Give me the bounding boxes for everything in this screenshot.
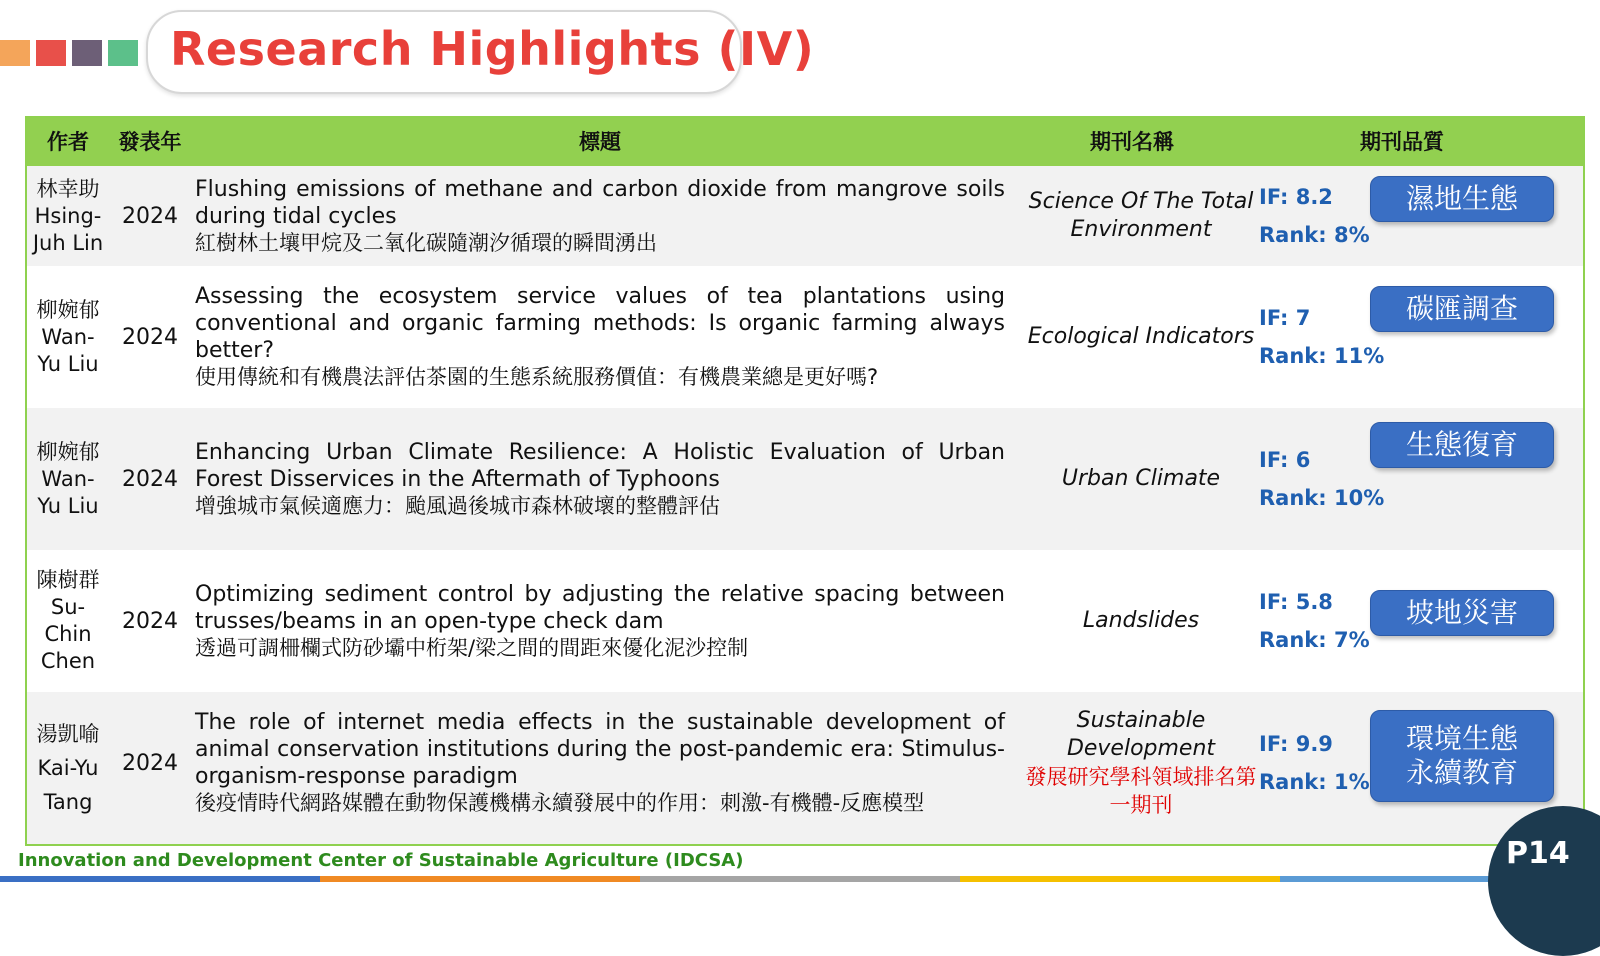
journal-rank: Rank: 1% [1259, 770, 1370, 794]
title-cell [195, 692, 1005, 834]
page-number: P14 [1506, 836, 1570, 871]
organization-name: Innovation and Development Center of Sustainable Agriculture (IDCSA) [18, 850, 744, 871]
author-cell [27, 550, 109, 692]
title-zh: 紅樹林土壤甲烷及二氧化碳隨潮汐循環的瞬間湧出 [195, 230, 657, 255]
author-name-zh: 陳樹群 [36, 568, 100, 592]
title-en: Assessing the ecosystem service values of tea plantations using conventional and organic farming methods: Is organic farming always better? [195, 284, 1005, 363]
footer-bar-segment [640, 876, 960, 882]
publications-table [25, 116, 1585, 846]
header-journal: 期刊名稱 [1090, 130, 1174, 154]
year-cell: 2024 [122, 608, 178, 634]
journal-rank: Rank: 10% [1259, 486, 1385, 510]
journal-cell [1017, 266, 1265, 408]
impact-factor: IF: 8.2 [1259, 185, 1333, 209]
title-zh: 增強城市氣候適應力：颱風過後城市森林破壞的整體評估 [195, 493, 720, 518]
journal-cell [1017, 692, 1265, 834]
journal-cell [1017, 166, 1265, 266]
impact-factor: IF: 9.9 [1259, 732, 1333, 756]
journal-name: Ecological Indicators [1027, 324, 1255, 349]
journal-name: Urban Climate [1061, 466, 1221, 491]
table-header [27, 118, 1583, 166]
topic-tag [1370, 422, 1554, 468]
author-name-en: Juh Lin [32, 230, 104, 255]
author-cell [27, 692, 109, 844]
journal-rank: Rank: 8% [1259, 223, 1370, 247]
footer-bar-segment [0, 876, 320, 882]
author-name-en: Yu Liu [37, 351, 99, 376]
author-cell [27, 408, 109, 550]
author-name-en: Wan- [41, 324, 95, 349]
header-quality: 期刊品質 [1360, 130, 1444, 154]
journal-name: Science Of The Total Environment [1028, 189, 1254, 242]
table-row [27, 166, 1583, 266]
topic-tag [1370, 286, 1554, 332]
author-name-zh: 柳婉郁 [36, 297, 100, 322]
table-row [27, 550, 1583, 692]
footer-bar-segment [960, 876, 1280, 882]
quality-cell [1259, 166, 1389, 266]
year-cell: 2024 [122, 750, 178, 776]
journal-rank: Rank: 11% [1259, 344, 1385, 368]
decor-square-2 [36, 40, 66, 66]
year-cell: 2024 [122, 203, 178, 229]
author-name-zh: 柳婉郁 [36, 439, 100, 464]
title-cell [195, 266, 1005, 408]
author-name-en: Wan- [41, 466, 95, 491]
topic-tag [1370, 590, 1554, 636]
table-row [27, 266, 1583, 408]
header-year: 發表年 [118, 130, 182, 154]
quality-cell [1259, 266, 1389, 408]
journal-rank: Rank: 7% [1259, 628, 1370, 652]
journal-name: Sustainable Development [1066, 708, 1216, 761]
topic-tag-label: 永續教育 [1405, 756, 1518, 789]
table-row [27, 408, 1583, 550]
topic-tag [1370, 176, 1554, 222]
title-cell [195, 550, 1005, 692]
year-cell: 2024 [122, 324, 178, 350]
topic-tag-label: 濕地生態 [1405, 182, 1518, 215]
title-zh: 後疫情時代網路媒體在動物保護機構永續發展中的作用：刺激-有機體-反應模型 [195, 791, 925, 815]
title-en: The role of internet media effects in the sustainable development of animal conservation institutions during the post-pandemic era: Stimulus-organism-response paradigm [195, 710, 1005, 789]
year-cell: 2024 [122, 466, 178, 492]
author-name-en: Chen [40, 649, 96, 673]
author-name-zh: 湯凱喻 [36, 722, 100, 746]
header-author: 作者 [47, 130, 89, 154]
journal-cell [1017, 550, 1265, 692]
journal-name: Landslides [1082, 608, 1200, 633]
decor-square-1 [0, 40, 30, 66]
journal-note: 發展研究學科領域排名第一期刊 [1025, 765, 1257, 817]
author-cell [27, 266, 109, 408]
author-name-en: Kai-Yu [37, 756, 99, 780]
title-en: Flushing emissions of methane and carbon dioxide from mangrove soils during tidal cycles [195, 176, 1005, 229]
author-cell [27, 166, 109, 266]
journal-cell [1017, 408, 1265, 550]
impact-factor: IF: 5.8 [1259, 590, 1333, 614]
title-zh: 使用傳統和有機農法評估茶園的生態系統服務價值：有機農業總是更好嗎? [195, 365, 879, 389]
author-name-zh: 林幸助 [36, 176, 100, 201]
topic-tag-label: 生態復育 [1405, 428, 1518, 461]
topic-tag-label: 環境生態 [1405, 722, 1518, 755]
author-name-en: Su- [50, 595, 86, 619]
impact-factor: IF: 6 [1259, 448, 1311, 472]
title-cell [195, 166, 1005, 266]
author-name-en: Hsing- [34, 203, 102, 228]
page-title: Research Highlights (IV) [170, 22, 815, 76]
decor-square-4 [108, 40, 138, 66]
footer-bar-segment [320, 876, 640, 882]
title-en: Enhancing Urban Climate Resilience: A Holistic Evaluation of Urban Forest Disservices in the Aftermath of Typhoons [195, 439, 1005, 492]
author-name-en: Tang [43, 790, 93, 814]
table-row [27, 692, 1583, 844]
title-en: Optimizing sediment control by adjusting the relative spacing between trusses/beams in an open-type check dam [195, 581, 1005, 634]
header-title: 標題 [579, 130, 621, 154]
title-cell [195, 408, 1005, 550]
title-zh: 透過可調柵欄式防砂壩中桁架/梁之間的間距來優化泥沙控制 [195, 635, 749, 660]
topic-tag-label: 碳匯調查 [1405, 292, 1518, 325]
footer-color-bar [0, 876, 1600, 882]
author-name-en: Chin [44, 622, 92, 646]
author-name-en: Yu Liu [37, 493, 99, 518]
topic-tag [1370, 710, 1554, 802]
title-pill [146, 10, 815, 94]
decor-square-3 [72, 40, 102, 66]
topic-tag-label: 坡地災害 [1405, 596, 1518, 629]
impact-factor: IF: 7 [1259, 306, 1311, 330]
